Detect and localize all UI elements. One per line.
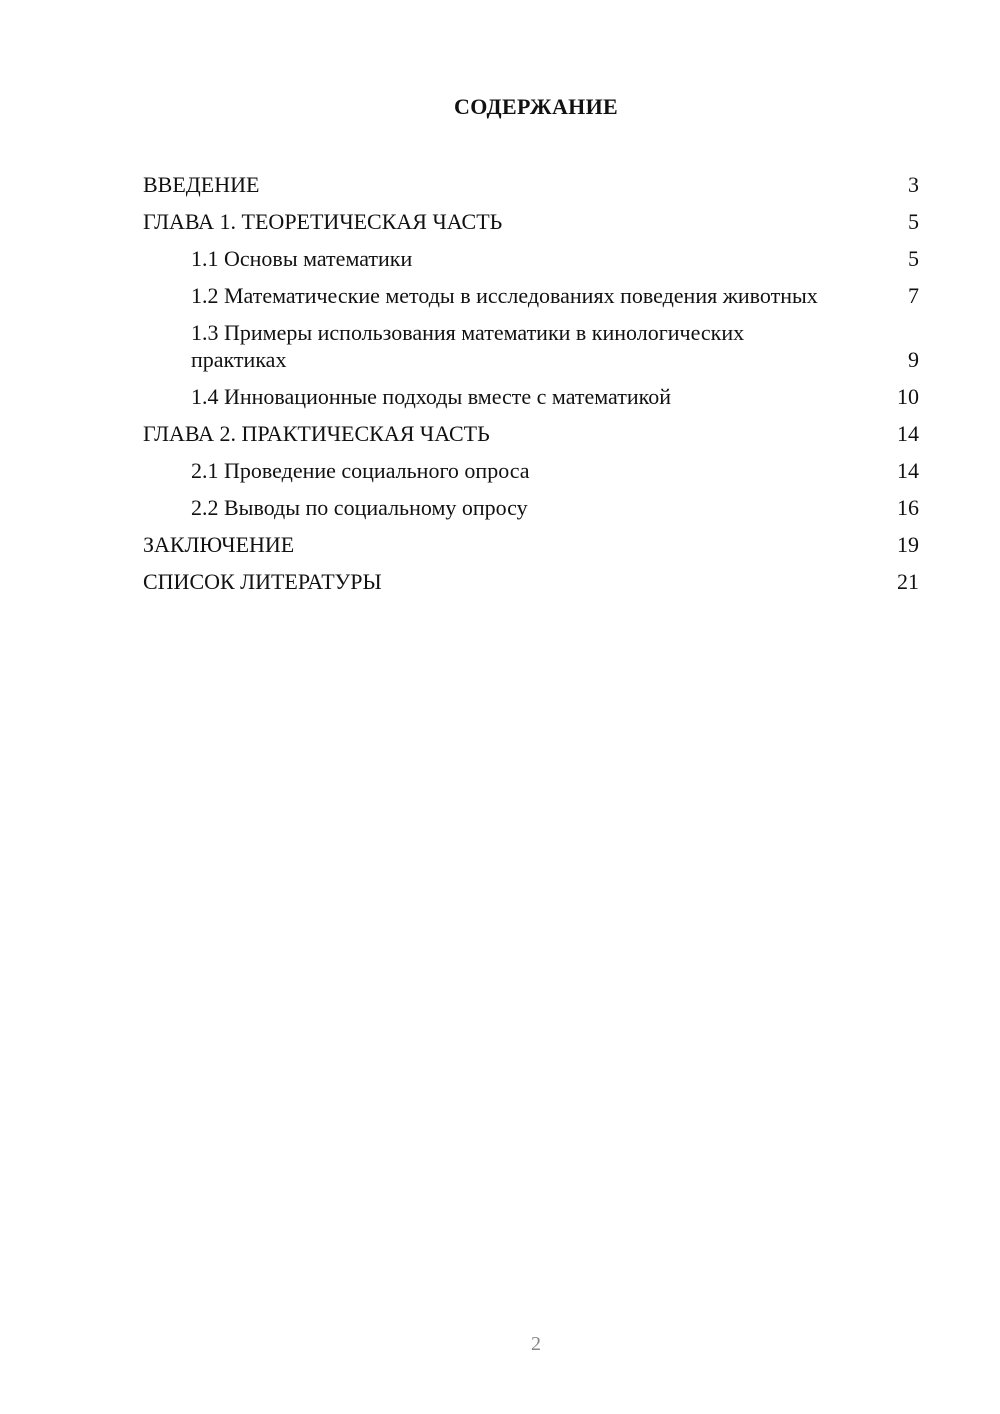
toc-title: СОДЕРЖАНИЕ [454,94,618,119]
toc-entry[interactable] [143,565,919,602]
toc-entry[interactable] [143,380,919,417]
toc-entry-label: ГЛАВА 2. ПРАКТИЧЕСКАЯ ЧАСТЬ [143,421,490,446]
toc-entry[interactable] [143,454,919,491]
toc-entry-label: 2.2 Выводы по социальному опросу [191,495,528,520]
toc-entry-label: 1.2 Математические методы в исследованиях поведения животных [191,283,818,308]
toc-entry-page: 21 [897,569,919,594]
toc-entry-page: 9 [908,347,919,372]
toc-entry[interactable] [143,168,919,205]
toc-entry-label: ГЛАВА 1. ТЕОРЕТИЧЕСКАЯ ЧАСТЬ [143,209,503,234]
toc-entry-page: 7 [908,283,919,308]
toc-entry-page: 5 [908,246,919,271]
toc-entry-label: 1.1 Основы математики [191,246,413,271]
toc-entry[interactable] [143,279,919,316]
toc-entry-page: 10 [897,384,919,409]
toc-entry[interactable] [143,242,919,279]
toc-entry-page: 14 [897,421,919,446]
page-number: 2 [531,1333,541,1355]
toc-entry[interactable] [143,205,919,242]
toc-entry-page: 19 [897,532,919,557]
toc-entry[interactable] [143,316,919,380]
toc-entry-label: ЗАКЛЮЧЕНИЕ [143,532,295,557]
toc-entry[interactable] [143,528,919,565]
toc-entry-page: 14 [897,458,919,483]
toc-entry-label: 2.1 Проведение социального опроса [191,458,530,483]
toc-entry[interactable] [143,417,919,454]
table-of-contents [143,168,919,602]
toc-entry-label: СПИСОК ЛИТЕРАТУРЫ [143,569,382,594]
toc-entry-label: 1.3 Примеры использования математики в кинологических практиках [191,320,745,372]
toc-entry-label: 1.4 Инновационные подходы вместе с математикой [191,384,671,409]
toc-entry-label: ВВЕДЕНИЕ [143,172,260,197]
toc-entry-page: 16 [897,495,919,520]
toc-entry[interactable] [143,491,919,528]
toc-entry-page: 5 [908,209,919,234]
toc-entry-page: 3 [908,172,919,197]
